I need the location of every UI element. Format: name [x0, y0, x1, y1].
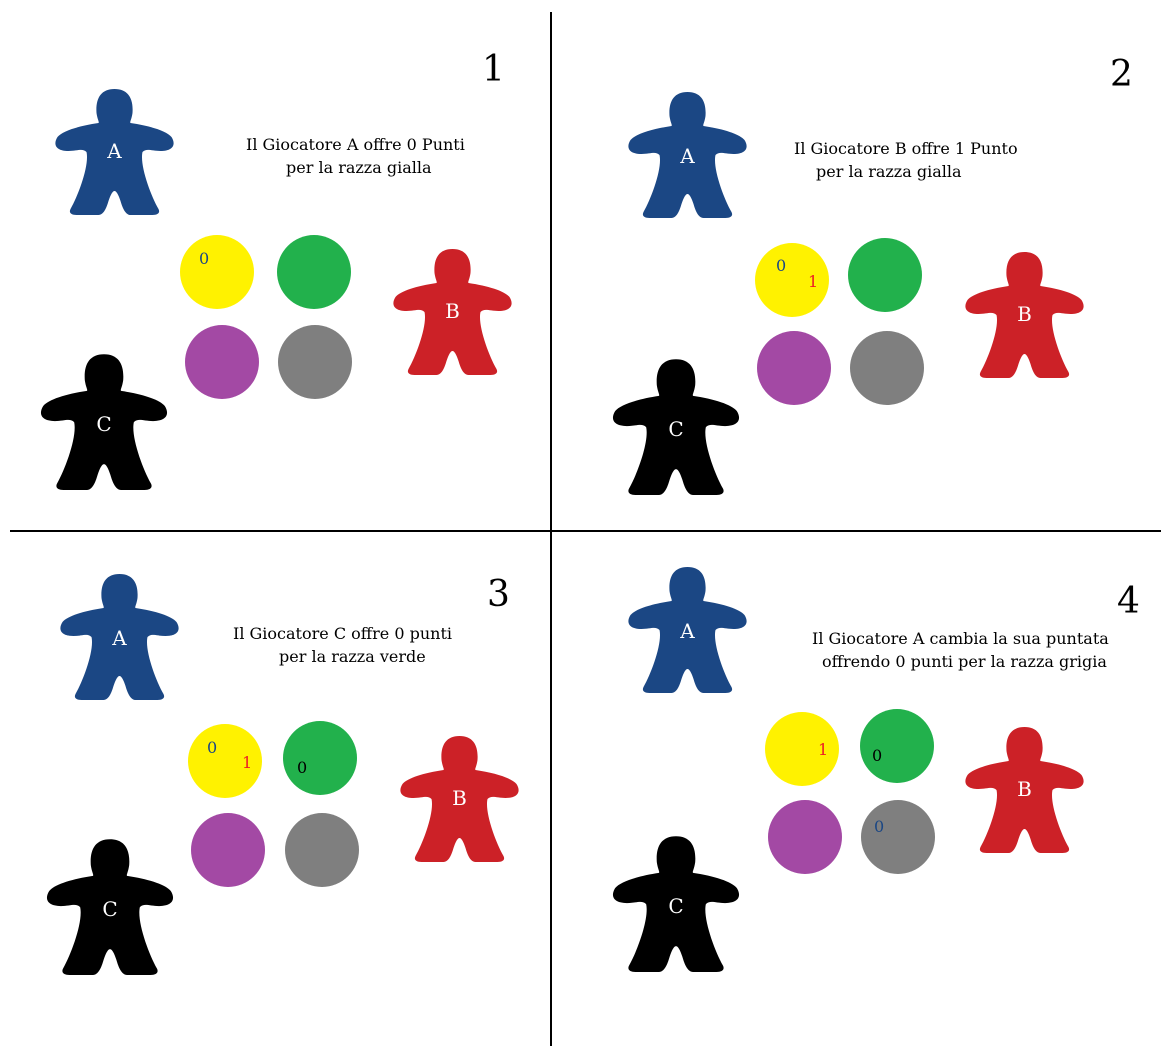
bid-player-b-yellow: 1	[242, 753, 253, 772]
meeple-label: B	[1017, 302, 1032, 326]
step-caption	[812, 627, 1109, 673]
meeple-label: B	[445, 299, 460, 323]
step-caption	[794, 137, 1018, 183]
caption-line: offrendo 0 punti per la razza grigia	[822, 652, 1107, 671]
meeple-player-b	[397, 732, 522, 862]
bid-player-c-green: 0	[872, 746, 883, 765]
meeple-label: A	[680, 144, 695, 168]
race-token-gray	[850, 331, 924, 405]
caption-line: per la razza gialla	[816, 162, 962, 181]
caption-line: Il Giocatore A cambia la sua puntata	[812, 629, 1109, 648]
meeple-label: A	[112, 626, 127, 650]
caption-line: per la razza gialla	[286, 158, 432, 177]
meeple-player-c	[612, 355, 740, 495]
step-number: 2	[1110, 54, 1133, 95]
bid-player-b-yellow: 1	[808, 272, 819, 291]
step-caption	[233, 622, 452, 668]
step-number: 1	[482, 49, 505, 90]
race-token-purple	[768, 800, 842, 874]
bid-player-a-yellow: 0	[776, 256, 787, 275]
bid-player-a-yellow: 0	[207, 738, 218, 757]
caption-line: Il Giocatore B offre 1 Punto	[794, 139, 1018, 158]
meeple-player-a	[625, 563, 750, 693]
meeple-label: B	[1017, 777, 1032, 801]
step-number: 4	[1117, 581, 1140, 622]
meeple-label: C	[102, 897, 118, 921]
caption-line: Il Giocatore A offre 0 Punti	[246, 135, 465, 154]
meeple-label: C	[668, 417, 684, 441]
bid-player-a-gray: 0	[874, 817, 885, 836]
meeple-label: C	[96, 412, 112, 436]
caption-line: Il Giocatore C offre 0 punti	[233, 624, 453, 643]
meeple-player-b	[962, 248, 1087, 378]
meeple-label: C	[668, 894, 684, 918]
meeple-label: A	[680, 619, 695, 643]
race-token-gray	[861, 800, 935, 874]
caption-line: per la razza verde	[279, 647, 426, 666]
horizontal-divider	[10, 530, 1161, 532]
meeple-player-c	[46, 835, 174, 975]
meeple-player-c	[612, 832, 740, 972]
meeple-player-a	[57, 570, 182, 700]
bid-player-b-yellow: 1	[818, 740, 829, 759]
meeple-label: B	[452, 786, 467, 810]
meeple-player-a	[625, 88, 750, 218]
race-token-gray	[285, 813, 359, 887]
race-token-purple	[757, 331, 831, 405]
bid-player-a-yellow: 0	[199, 249, 210, 268]
step-number: 3	[487, 574, 510, 615]
meeple-label: A	[107, 139, 122, 163]
race-token-green	[848, 238, 922, 312]
meeple-player-b	[962, 723, 1087, 853]
race-token-purple	[191, 813, 265, 887]
race-token-green	[283, 721, 357, 795]
bid-player-c-green: 0	[297, 758, 308, 777]
